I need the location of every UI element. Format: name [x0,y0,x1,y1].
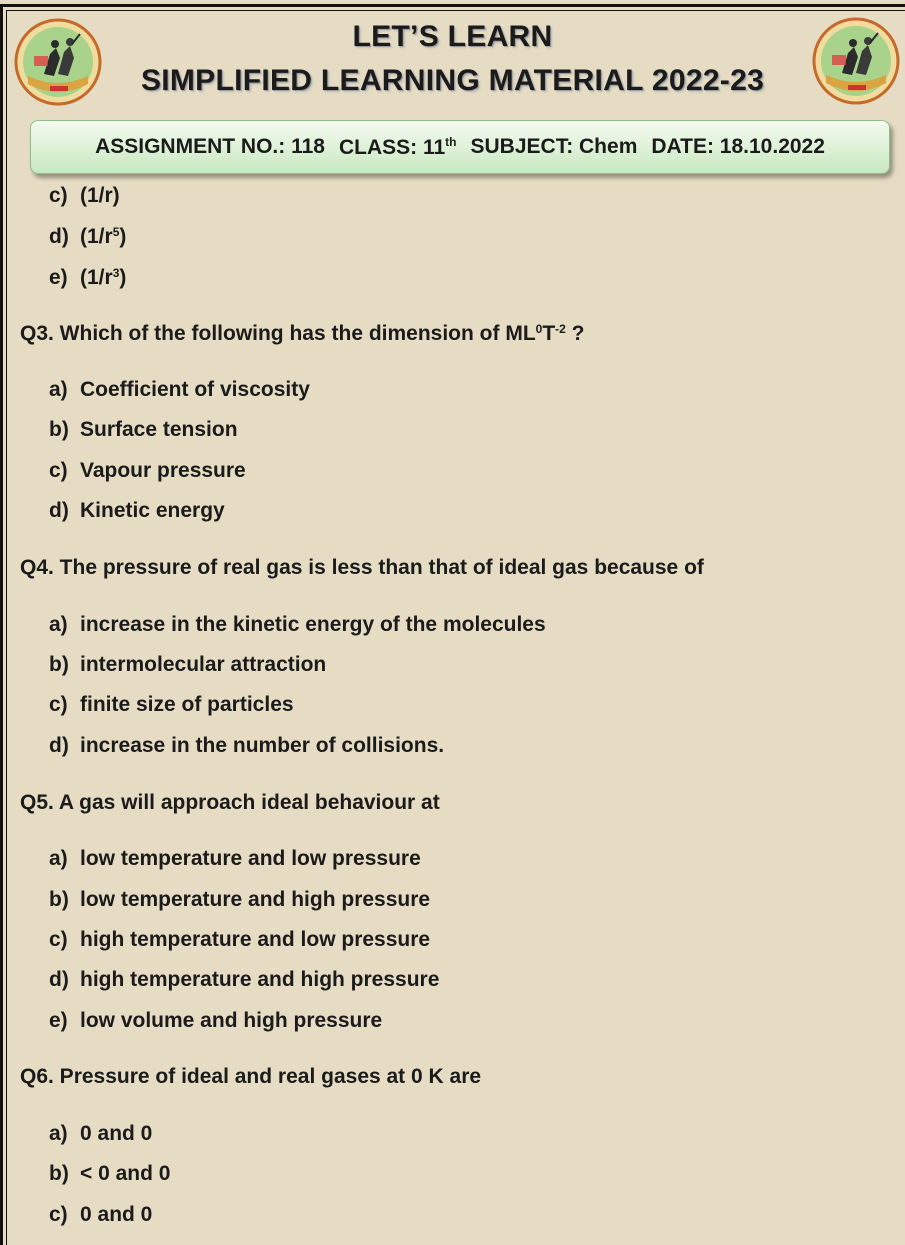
option-item: a) 0 and 0 [49,1122,153,1145]
date-info: DATE: 18.10.2022 [651,135,825,158]
option-item: a) increase in the kinetic energy of the molecules [49,613,546,636]
question-3: Q3. Which of the following has the dimension of $ML^0T^{-2}$ ? [20,322,585,345]
option-item: b) < 0 and 0 [49,1162,171,1185]
option-item: b) intermolecular attraction [49,653,327,676]
subject-info: SUBJECT: Chem [470,135,638,158]
option-item: c) high temperature and low pressure [49,928,431,951]
option-item: d) increase in the number of collisions. [49,734,445,757]
option-item: e) $(1/r^3)$ [49,266,127,289]
question-5: Q5. A gas will approach ideal behaviour at [20,791,440,814]
assignment-number: ASSIGNMENT NO.: 118 [95,135,325,158]
option-item: d) Kinetic energy [49,499,225,522]
option-item: b) Surface tension [49,418,238,441]
assignment-banner [30,120,890,174]
question-6: Q6. Pressure of ideal and real gases at 0 K are [20,1065,482,1088]
option-item: d) high temperature and high pressure [49,968,440,991]
header-subtitle: SIMPLIFIED LEARNING MATERIAL 2022-23 [140,64,765,97]
option-item: b) low temperature and high pressure [49,888,431,911]
option-item: c) Vapour pressure [49,459,246,482]
option-item: c) 0 and 0 [49,1203,153,1226]
option-item: c) finite size of particles [49,693,294,716]
class-info: CLASS: 11th [338,134,457,159]
question-4: Q4. The pressure of real gas is less than that of ideal gas because of [20,556,704,579]
option-item: c) (1/r) [49,184,120,207]
option-item: a) Coefficient of viscosity [49,378,310,401]
option-item: d) $(1/r^5)$ [49,225,127,248]
option-item: e) low volume and high pressure [49,1009,383,1032]
header-title: LET’S LEARN [352,20,553,53]
option-item: a) low temperature and low pressure [49,847,421,870]
